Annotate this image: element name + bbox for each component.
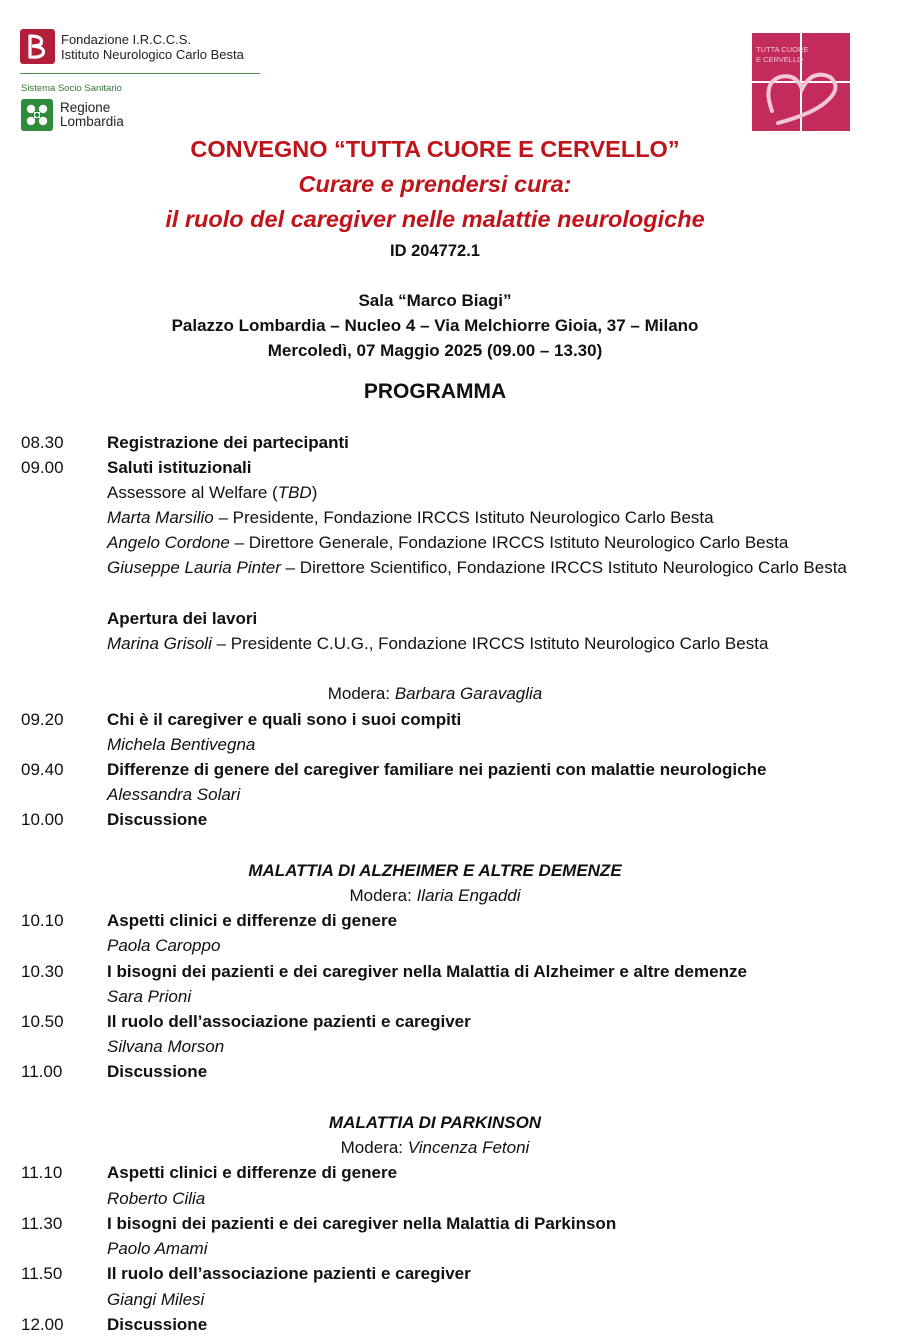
talk-title: I bisogni dei pazienti e dei caregiver nella Malattia di Alzheimer e altre demenze xyxy=(107,962,747,981)
talk-speaker: Roberto Cilia xyxy=(107,1189,206,1208)
assessore-label: Assessore al Welfare ( xyxy=(107,483,278,502)
item-saluti: Saluti istituzionali xyxy=(107,458,252,477)
speaker-role: – Presidente, Fondazione IRCCS Istituto Neurologico Carlo Besta xyxy=(213,508,714,527)
speaker-name: Marta Marsilio xyxy=(107,508,214,527)
programma-heading: PROGRAMMA xyxy=(363,380,507,403)
time: 09.20 xyxy=(21,710,64,729)
moderator-session-1 xyxy=(0,681,870,706)
talk-speaker: Paolo Amami xyxy=(107,1239,208,1258)
subtitle-line-1: Curare e prendersi cura: xyxy=(298,171,572,197)
talk-title: Discussione xyxy=(107,810,208,829)
talk-speaker: Michela Bentivegna xyxy=(107,735,256,754)
modera-label: Modera: xyxy=(349,886,417,905)
section-title-parkinson: MALATTIA DI PARKINSON xyxy=(328,1113,542,1132)
sistema-socio-sanitario: Sistema Socio Sanitario xyxy=(21,83,122,94)
talk-title: Aspetti clinici e differenze di genere xyxy=(107,1163,398,1182)
speaker-role: – Presidente C.U.G., Fondazione IRCCS Istituto Neurologico Carlo Besta xyxy=(211,634,769,653)
speaker-name: Giuseppe Lauria Pinter xyxy=(107,558,281,577)
time: 11.10 xyxy=(21,1163,63,1182)
item-registrazione: Registrazione dei partecipanti xyxy=(107,433,349,452)
regione-line-1: Regione xyxy=(60,100,111,115)
assessore-close: ) xyxy=(311,483,318,502)
item-apertura: Apertura dei lavori xyxy=(107,609,258,628)
talk-speaker: Sara Prioni xyxy=(107,987,192,1006)
moderator-name: Ilaria Engaddi xyxy=(416,886,521,905)
besta-logo xyxy=(20,29,260,65)
time-saluti: 09.00 xyxy=(21,458,64,477)
time: 10.00 xyxy=(21,810,64,829)
assessore-tbd: TBD xyxy=(277,483,312,502)
section-title-alzheimer: MALATTIA DI ALZHEIMER E ALTRE DEMENZE xyxy=(248,861,622,880)
regione-line-2: Lombardia xyxy=(60,114,124,129)
time: 11.50 xyxy=(21,1264,63,1283)
modera-label: Modera: xyxy=(327,684,395,703)
regione-lombardia-text xyxy=(60,101,124,129)
speaker-role: – Direttore Scientifico, Fondazione IRCCS Istituto Neurologico Carlo Besta xyxy=(280,558,847,577)
speaker-name: Marina Grisoli xyxy=(107,634,212,653)
talk-speaker: Alessandra Solari xyxy=(107,785,241,804)
moderator-session-2 xyxy=(0,883,870,908)
time: 10.50 xyxy=(21,1012,64,1031)
speaker-grisoli xyxy=(107,631,768,656)
moderator-name: Vincenza Fetoni xyxy=(407,1138,530,1157)
speaker-assessore xyxy=(107,480,317,505)
time: 09.40 xyxy=(21,760,64,779)
event-id: ID 204772.1 xyxy=(390,242,480,260)
talk-title: Il ruolo dell’associazione pazienti e caregiver xyxy=(107,1264,471,1283)
regione-lombardia-icon xyxy=(21,99,53,131)
time: 12.00 xyxy=(21,1315,64,1334)
talk-title: Discussione xyxy=(107,1062,208,1081)
talk-speaker: Silvana Morson xyxy=(107,1037,225,1056)
speaker-pinter xyxy=(107,555,850,580)
speaker-name: Angelo Cordone xyxy=(107,533,230,552)
talk-speaker: Giangi Milesi xyxy=(107,1290,205,1309)
moderator-name: Barbara Garavaglia xyxy=(394,684,543,703)
talk-title: Differenze di genere del caregiver familiare nei pazienti con malattie neurologiche xyxy=(107,760,767,779)
venue-address: Palazzo Lombardia – Nucleo 4 – Via Melchiorre Gioia, 37 – Milano xyxy=(171,316,699,335)
time: 10.30 xyxy=(21,962,64,981)
talk-speaker: Paola Caroppo xyxy=(107,936,221,955)
besta-line-1: Fondazione I.R.C.C.S. xyxy=(61,32,192,47)
besta-logo-text xyxy=(61,32,244,62)
besta-logo-icon xyxy=(20,29,55,64)
modera-label: Modera: xyxy=(340,1138,408,1157)
svg-text:TUTTA CUORE: TUTTA CUORE xyxy=(756,45,809,54)
time-registrazione: 08.30 xyxy=(21,433,64,452)
venue-room: Sala “Marco Biagi” xyxy=(358,291,512,310)
svg-text:E CERVELLO: E CERVELLO xyxy=(756,55,803,64)
subtitle-line-2: il ruolo del caregiver nelle malattie neurologiche xyxy=(165,206,705,232)
besta-line-2: Istituto Neurologico Carlo Besta xyxy=(61,47,244,62)
time: 11.00 xyxy=(21,1062,63,1081)
talk-title: Aspetti clinici e differenze di genere xyxy=(107,911,398,930)
logo-divider xyxy=(20,73,260,74)
tutta-cuore-cervello-logo-icon xyxy=(752,33,850,131)
time: 10.10 xyxy=(21,911,64,930)
venue-date: Mercoledì, 07 Maggio 2025 (09.00 – 13.30) xyxy=(267,341,603,360)
talk-title: I bisogni dei pazienti e dei caregiver nella Malattia di Parkinson xyxy=(107,1214,617,1233)
moderator-session-3 xyxy=(0,1135,870,1160)
time: 11.30 xyxy=(21,1214,63,1233)
convegno-title: CONVEGNO “TUTTA CUORE E CERVELLO” xyxy=(190,136,680,162)
speaker-cordone xyxy=(107,530,788,555)
talk-title: Discussione xyxy=(107,1315,208,1334)
speaker-role: – Direttore Generale, Fondazione IRCCS Istituto Neurologico Carlo Besta xyxy=(229,533,789,552)
speaker-marsilio xyxy=(107,505,714,530)
talk-title: Il ruolo dell’associazione pazienti e caregiver xyxy=(107,1012,471,1031)
talk-title: Chi è il caregiver e quali sono i suoi compiti xyxy=(107,710,462,729)
